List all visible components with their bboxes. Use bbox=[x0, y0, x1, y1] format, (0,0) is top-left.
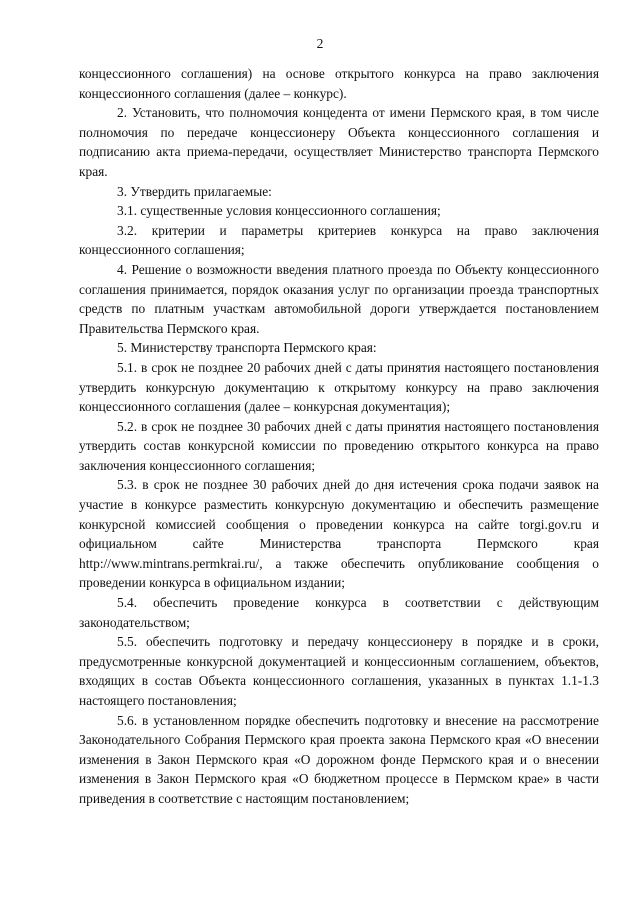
paragraph-3-2-criteria: 3.2. критерии и параметры критериев конкурса на право заключения концессионного соглашения; bbox=[79, 222, 599, 258]
paragraph-2-authority: 2. Установить, что полномочия концедента от имени Пермского края, в том числе полномочия по передаче концессионеру Объекта концессионного соглашения и подписанию акта приема-передачи, осуществляет Министерство транспорта Пермского края. bbox=[79, 105, 599, 179]
paragraph-5-ministry: 5. Министерству транспорта Пермского края: bbox=[117, 340, 377, 356]
paragraph-5-2-commission: 5.2. в срок не позднее 30 рабочих дней с даты принятия настоящего постановления утвердить состав конкурсной комиссии по проведению открытого конкурса на право заключения концессионного соглашения; bbox=[79, 418, 599, 473]
paragraph-5-4-conduct: 5.4. обеспечить проведение конкурса в соответствии с действующим законодательством; bbox=[79, 595, 599, 630]
paragraph-5-6-draft-law: 5.6. в установленном порядке обеспечить подготовку и внесение на рассмотрение Законодательного Собрания Пермского края проекта закона Пермского края «О внесении изменения в Закон Пермского края «О дорожном фонде Пермского края и о внесении изменения в Закон Пермского края «О бюджетном процессе в Пермском крае» в части приведения в соответствие с настоящим постановлением; bbox=[79, 712, 599, 806]
paragraph-5-3-publication: 5.3. в срок не позднее 30 рабочих дней до дня истечения срока подачи заявок на участие в конкурсе разместить конкурсную документацию и обеспечить размещение конкурсной комиссией сообщения о проведении конкурса на сайте torgi.gov.ru и официальном сайте Министерства транспорта Пермского края http://www.mintrans.permkrai.ru/, а также обеспечить опубликование сообщения о проведении конкурса в официальном издании; bbox=[79, 477, 599, 591]
paragraph-3-approve: 3. Утвердить прилагаемые: bbox=[117, 183, 272, 199]
paragraph-5-5-transfer: 5.5. обеспечить подготовку и передачу концессионеру в порядке и в сроки, предусмотренные конкурсной документацией и концессионным соглашением, объектов, входящих в состав Объекта концессионного соглашения, указанных в пунктах 1.1-1.3 настоящего постановления; bbox=[79, 634, 599, 708]
paragraph-4-toll-decision: 4. Решение о возможности введения платного проезда по Объекту концессионного соглашения принимается, порядок оказания услуг по организации проезда транспортных средств по платным участкам автомобильной дороги утверждается постановлением Правительства Пермского края. bbox=[79, 261, 599, 336]
paragraph-3-1-essential-terms: 3.1. существенные условия концессионного соглашения; bbox=[117, 203, 441, 219]
page-number: 2 bbox=[316, 36, 324, 51]
document-body bbox=[79, 64, 599, 809]
paragraph-continuation: концессионного соглашения) на основе открытого конкурса на право заключения концессионного соглашения (далее – конкурс). bbox=[79, 66, 599, 101]
paragraph-5-1-documentation: 5.1. в срок не позднее 20 рабочих дней с даты принятия настоящего постановления утвердить конкурсную документацию к открытому конкурсу на право заключения концессионного соглашения (далее – конкурсная документация); bbox=[79, 359, 599, 415]
